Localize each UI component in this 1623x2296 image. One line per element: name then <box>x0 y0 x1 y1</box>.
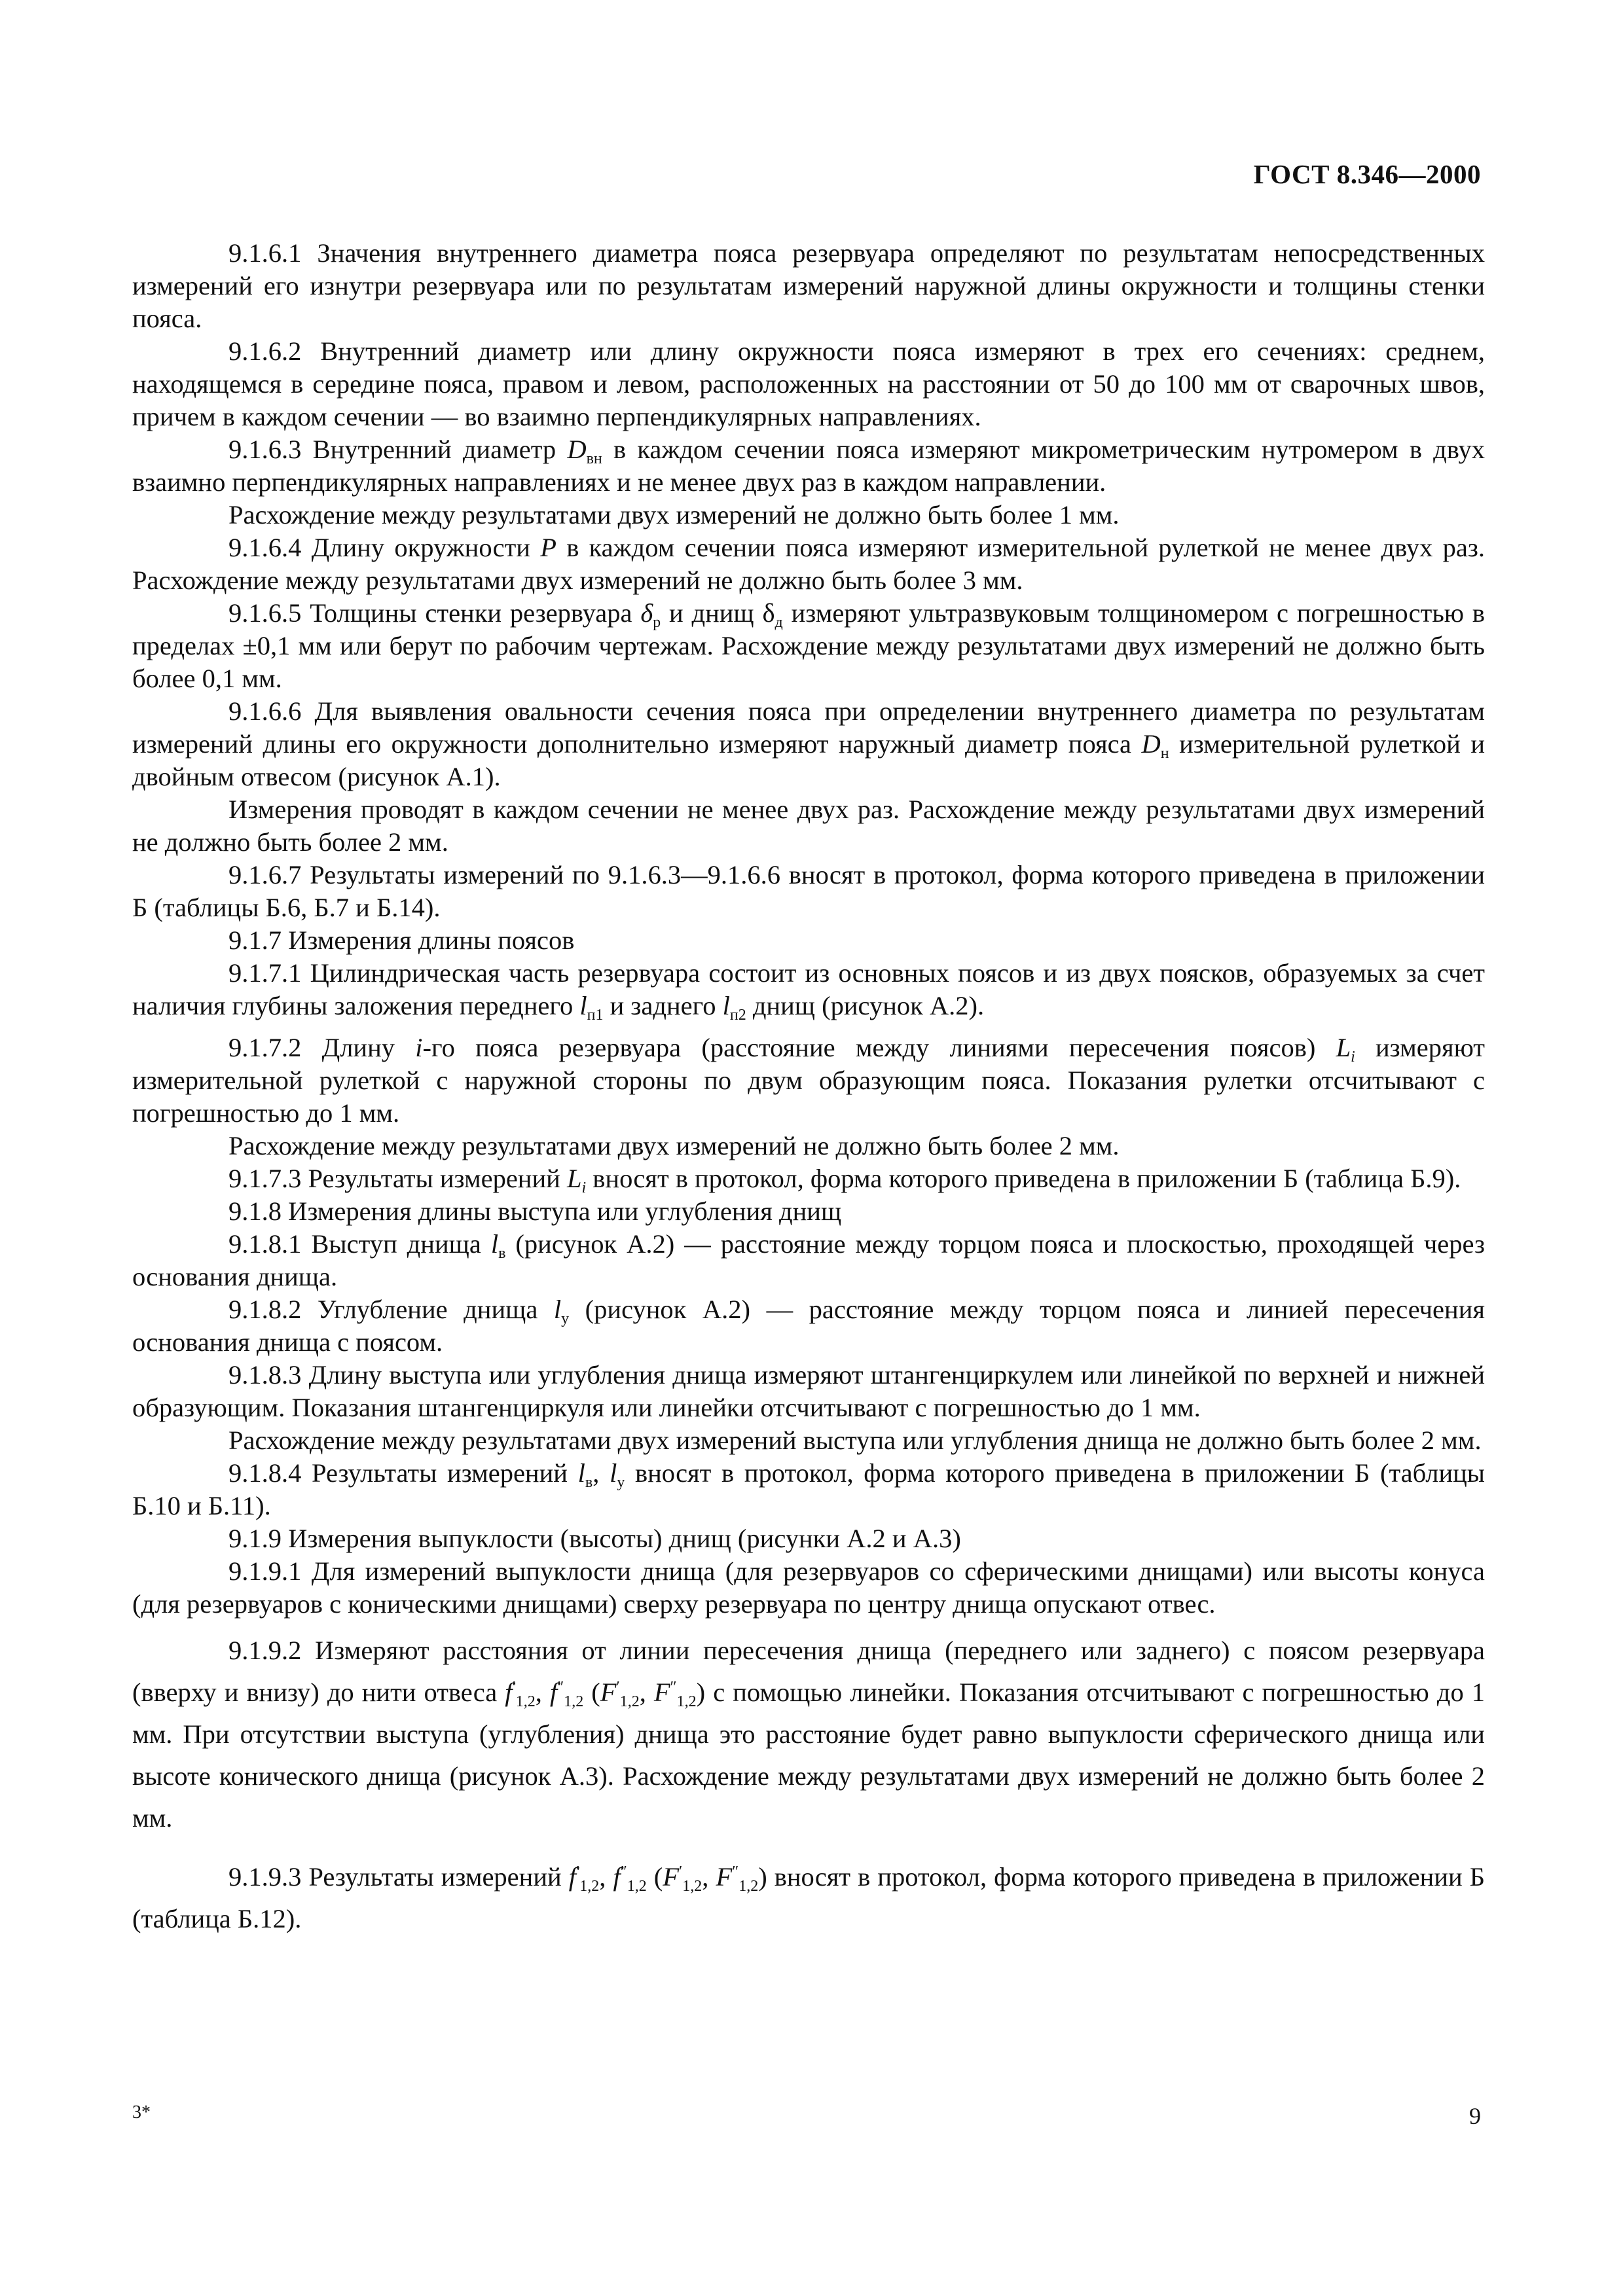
page-number: 9 <box>1469 2103 1481 2129</box>
paragraph-discrepancy-2mm: Расхождение между результатами двух измерений не должно быть более 2 мм. <box>228 1131 1120 1160</box>
paragraph-9-1-9-2: 9.1.9.2 Измеряют расстояния от линии пересечения днища (переднего или заднего) с поясом резервуара (вверху и внизу) до нити отвеса $f'_{1,2}$, $f''_{1,2}$ ($F'_{1,2}$, $F''_{1,2}$) с помощью линейки. Показания отсчитывают с погрешностью до 1 мм. При отсутствии выступа (углубления) днища это расстояние будет равно выпуклости сферического днища или высоте конического днища (рисунок А.3). Расхождение между результатами двух измерений не должно быть более 2 мм. <box>132 1636 1486 1833</box>
paragraph-9-1-7-2: 9.1.7.2 Длину i-го пояса резервуара (расстояние между линиями пересечения поясов) $L_i$ измеряют измерительной рулеткой с наружной стороны по двум образующим пояса. Показания рулетки отсчитывают с погрешностью до 1 мм. <box>132 1033 1485 1128</box>
heading-9-1-8: 9.1.8 Измерения длины выступа или углубления днищ <box>228 1196 842 1226</box>
paragraph-9-1-8-4: 9.1.8.4 Результаты измерений $l_в$, $l_у$ вносят в протокол, форма которого приведена в приложении Б (таблицы Б.10 и Б.11). <box>132 1458 1486 1520</box>
paragraph-9-1-7-1: 9.1.7.1 Цилиндрическая часть резервуара состоит из основных поясов и из двух поясков, образуемых за счет наличия глубины заложения переднего $l_{п1}$ и заднего $l_{п2}$ днищ (рисунок А.2). <box>132 958 1485 1024</box>
paragraph-9-1-8-2: 9.1.8.2 Углубление днища $l_у$ (рисунок А.2) — расстояние между торцом пояса и линией пересечения основания днища с поясом. <box>132 1295 1485 1357</box>
heading-9-1-7: 9.1.7 Измерения длины поясов <box>228 925 575 955</box>
paragraph-9-1-8-3: 9.1.8.3 Длину выступа или углубления днища измеряют штангенциркулем или линейкой по верхней и нижней образующим. Показания штангенциркуля или линейки отсчитывают с погрешностью до 1 мм. <box>132 1360 1485 1422</box>
paragraph-discrepancy-1mm: Расхождение между результатами двух измерений не должно быть более 1 мм. <box>228 500 1120 529</box>
paragraph-9-1-6-3: 9.1.6.3 Внутренний диаметр $D_{вн}$ в каждом сечении пояса измеряют микрометрическим нутромером в двух взаимно перпендикулярных направлениях и не менее двух раз в каждом направлении. <box>132 435 1486 497</box>
paragraph-9-1-9-1: 9.1.9.1 Для измерений выпуклости днища (для резервуаров со сферическими днищами) или высоты конуса (для резервуаров с коническими днищами) сверху резервуара по центру днища опускают отвес. <box>132 1556 1485 1619</box>
paragraph-9-1-6-7: 9.1.6.7 Результаты измерений по 9.1.6.3—9.1.6.6 вносят в протокол, форма которого приведена в приложении Б (таблицы Б.6, Б.7 и Б.14). <box>132 860 1485 922</box>
document-header: ГОСТ 8.346—2000 <box>1253 159 1481 189</box>
paragraph-9-1-8-1: 9.1.8.1 Выступ днища $l_в$ (рисунок А.2) — расстояние между торцом пояса и плоскостью, проходящей через основания днища. <box>132 1229 1485 1291</box>
document-body <box>132 237 1485 1940</box>
sheet-mark: 3* <box>132 2102 151 2123</box>
paragraph-9-1-7-3: 9.1.7.3 Результаты измерений $L_i$ вносят в протокол, форма которого приведена в приложении Б (таблица Б.9). <box>228 1164 1461 1196</box>
paragraph-9-1-6-2: 9.1.6.2 Внутренний диаметр или длину окружности пояса измеряют в трех его сечениях: среднем, находящемся в середине пояса, правом и левом, расположенных на расстоянии от 50 до 100 мм от сварочных швов, причем в каждом сечении — во взаимно перпендикулярных направлениях. <box>132 336 1485 431</box>
paragraph-9-1-6-5: 9.1.6.5 Толщины стенки резервуара $\delta_р$ и днищ $\delta_д$ измеряют ультразвуковым толщиномером с погрешностью в пределах ±0,1 мм или берут по рабочим чертежам. Расхождение между результатами двух измерений не должно быть более 0,1 мм. <box>132 598 1486 693</box>
paragraph-9-1-9-3: 9.1.9.3 Результаты измерений $f'_{1,2}$, $f''_{1,2}$ ($F'_{1,2}$, $F''_{1,2}$) вносят в протокол, форма которого приведена в приложении Б (таблица Б.12). <box>132 1862 1485 1933</box>
heading-9-1-9: 9.1.9 Измерения выпуклости (высоты) днищ (рисунки А.2 и А.3) <box>228 1524 961 1553</box>
paragraph-9-1-6-1: 9.1.6.1 Значения внутреннего диаметра пояса резервуара определяют по результатам непосредственных измерений его изнутри резервуара или по результатам измерений наружной длины окружности и толщины стенки пояса. <box>132 238 1485 333</box>
paragraph-9-1-6-6: 9.1.6.6 Для выявления овальности сечения пояса при определении внутреннего диаметра по результатам измерений длины его окружности дополнительно измеряют наружный диаметр пояса $D_н$ измерительной рулеткой и двойным отвесом (рисунок А.1). <box>132 696 1485 791</box>
paragraph-discrepancy-bottom: Расхождение между результатами двух измерений выступа или углубления днища не должно быть более 2 мм. <box>228 1426 1482 1455</box>
paragraph-9-1-6-4: 9.1.6.4 Длину окружности P в каждом сечении пояса измеряют измерительной рулеткой не менее двух раз. Расхождение между результатами двух измерений не должно быть более 3 мм. <box>132 533 1485 595</box>
paragraph-measurements-2mm: Измерения проводят в каждом сечении не менее двух раз. Расхождение между результатами двух измерений не должно быть более 2 мм. <box>132 795 1485 857</box>
